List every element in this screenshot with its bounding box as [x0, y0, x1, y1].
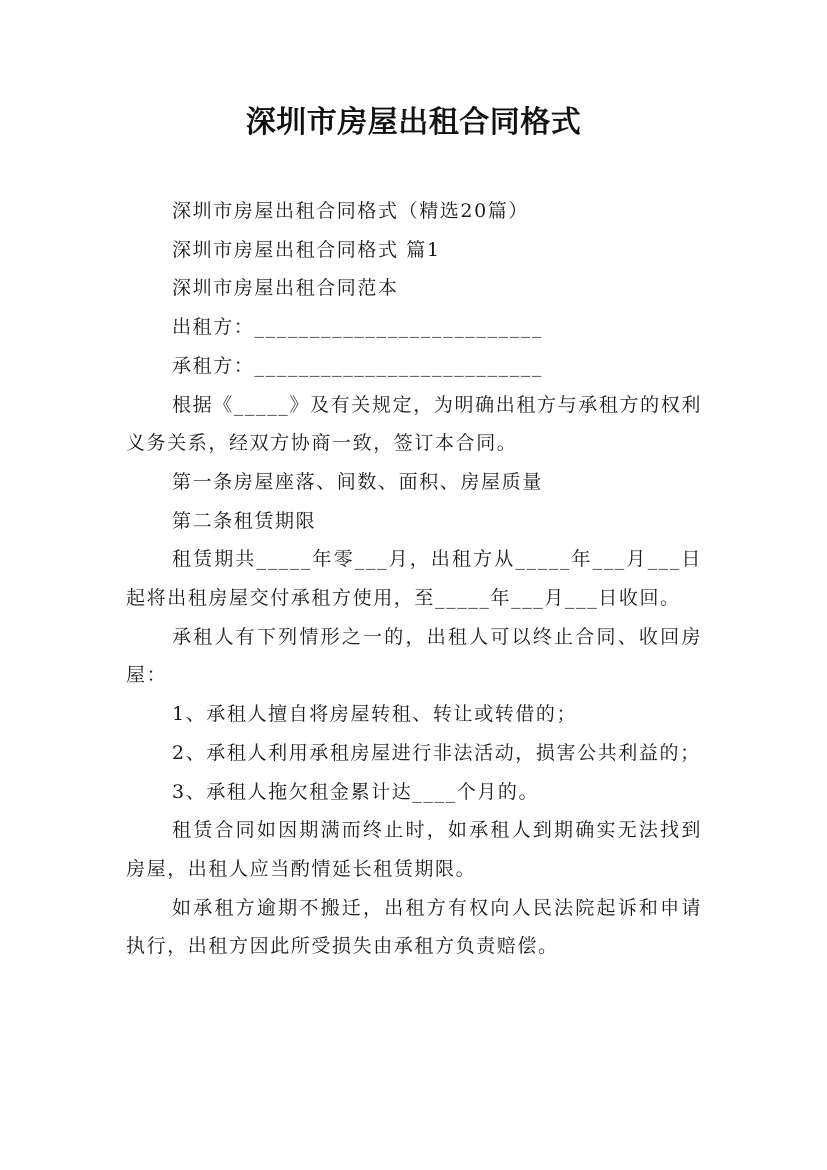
- clause-1-heading: 第一条房屋座落、间数、面积、房屋质量: [172, 470, 543, 493]
- condition-item-3: 3、承租人拖欠租金累计达____个月的。: [172, 780, 540, 803]
- contract-template-heading: 深圳市房屋出租合同范本: [172, 277, 399, 300]
- subtitle-selected-20: 深圳市房屋出租合同格式（精选20篇）: [172, 200, 529, 222]
- lease-expiry-paragraph: 租赁合同如因期满而终止时，如承租人到期确实无法找到房屋，出租人应当酌情延长租赁期限。: [126, 819, 702, 880]
- section-heading-article-1: 深圳市房屋出租合同格式 篇1: [172, 238, 441, 261]
- lessor-field: 出租方：__________________________: [172, 316, 543, 339]
- lease-term-paragraph: 租赁期共_____年零___月，出租方从_____年___月___日起将出租房屋交付承租方使用，至_____年___月___日收回。: [126, 548, 702, 610]
- condition-item-1: 1、承租人擅自将房屋转租、转让或转借的；: [172, 703, 578, 726]
- termination-conditions-paragraph: 承租人有下列情形之一的，出租人可以终止合同、收回房屋：: [126, 625, 702, 687]
- document-body: [126, 192, 702, 966]
- overdue-relocation-paragraph: 如承租方逾期不搬迁，出租方有权向人民法院起诉和申请执行，出租方因此所受损失由承租方负责赔偿。: [126, 896, 702, 958]
- lessee-field: 承租方：__________________________: [172, 354, 543, 377]
- clause-2-heading: 第二条租赁期限: [172, 509, 317, 532]
- document-title: 深圳市房屋出租合同格式: [245, 105, 582, 140]
- preamble-paragraph: 根据《_____》及有关规定，为明确出租方与承租方的权利义务关系，经双方协商一致，签订本合同。: [126, 393, 702, 455]
- condition-item-2: 2、承租人利用承租房屋进行非法活动，损害公共利益的；: [172, 741, 701, 764]
